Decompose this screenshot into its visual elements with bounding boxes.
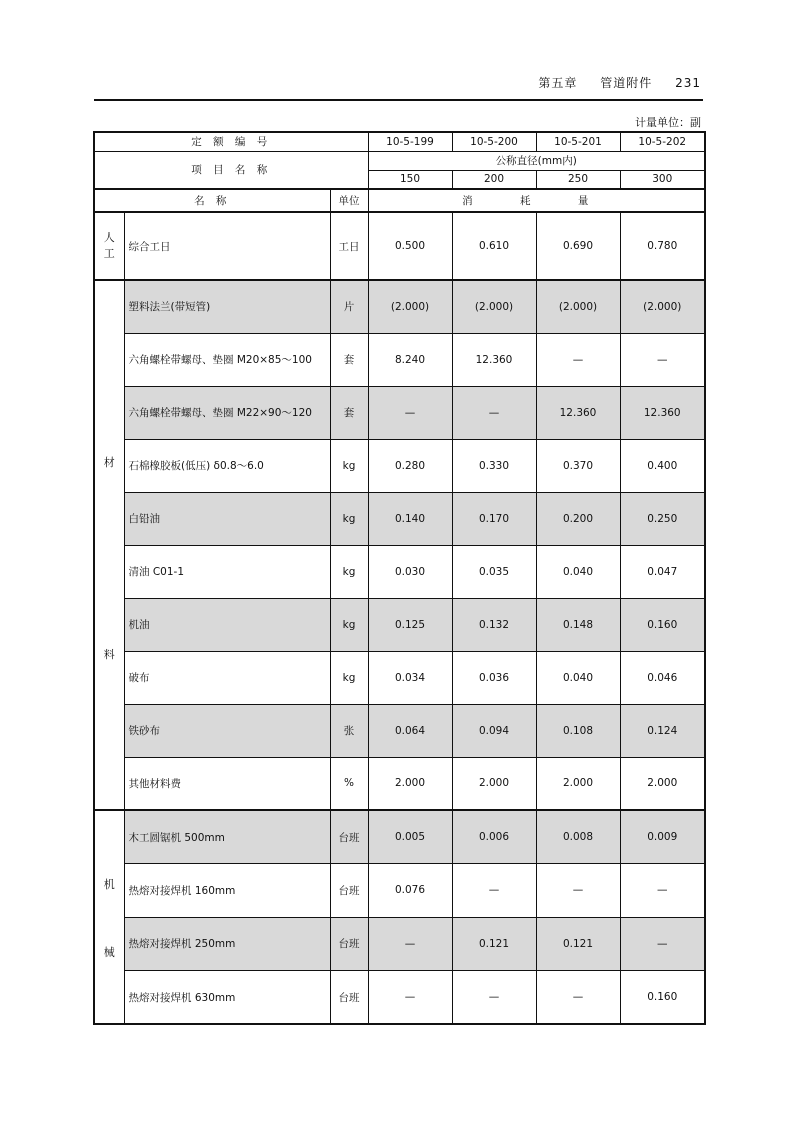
item-value: —	[536, 864, 620, 918]
nominal-row	[94, 151, 705, 170]
item-name: 木工圆锯机 500mm	[124, 810, 330, 864]
item-value: 0.008	[536, 810, 620, 864]
item-value: —	[368, 971, 452, 1025]
item-name: 热熔对接焊机 630mm	[124, 971, 330, 1025]
item-value: —	[620, 917, 705, 971]
item-value: 2.000	[620, 757, 705, 810]
item-unit: 台班	[330, 917, 368, 971]
item-name: 综合工日	[124, 212, 330, 280]
item-unit: 台班	[330, 971, 368, 1025]
item-value: 8.240	[368, 333, 452, 386]
item-unit: kg	[330, 598, 368, 651]
group-label-material	[94, 280, 124, 810]
quota-label: 定 额 编 号	[94, 132, 368, 151]
material-char-2: 料	[103, 648, 115, 661]
table-row	[94, 545, 705, 598]
table-row	[94, 598, 705, 651]
item-unit: 台班	[330, 864, 368, 918]
item-unit: 工日	[330, 212, 368, 280]
table-row	[94, 386, 705, 439]
quota-code: 10-5-200	[452, 132, 536, 151]
quota-code: 10-5-201	[536, 132, 620, 151]
diameter: 150	[368, 170, 452, 189]
item-unit: kg	[330, 439, 368, 492]
machine-char-1: 机	[103, 878, 115, 891]
item-name: 清油 C01-1	[124, 545, 330, 598]
table-row	[94, 333, 705, 386]
table-row	[94, 492, 705, 545]
section-label: 管道附件	[600, 76, 653, 90]
item-unit: 片	[330, 280, 368, 333]
page-header	[520, 74, 701, 91]
item-value: (2.000)	[452, 280, 536, 333]
item-value: 0.140	[368, 492, 452, 545]
item-name: 六角螺栓带螺母、垫圈 M20×85～100	[124, 333, 330, 386]
item-unit: 张	[330, 704, 368, 757]
item-unit: kg	[330, 651, 368, 704]
item-value: 0.610	[452, 212, 536, 280]
item-unit: kg	[330, 545, 368, 598]
item-name: 铁砂布	[124, 704, 330, 757]
item-name: 石棉橡胶板(低压) δ0.8～6.0	[124, 439, 330, 492]
item-value: (2.000)	[620, 280, 705, 333]
header-rule	[94, 99, 703, 101]
item-value: 0.250	[620, 492, 705, 545]
item-unit: %	[330, 757, 368, 810]
item-value: 0.370	[536, 439, 620, 492]
table-row	[94, 651, 705, 704]
item-value: 0.064	[368, 704, 452, 757]
item-value: 0.034	[368, 651, 452, 704]
item-value: 0.125	[368, 598, 452, 651]
item-value: 12.360	[536, 386, 620, 439]
item-value: 0.047	[620, 545, 705, 598]
item-value: 0.170	[452, 492, 536, 545]
item-value: 0.005	[368, 810, 452, 864]
item-name: 机油	[124, 598, 330, 651]
item-unit: 台班	[330, 810, 368, 864]
table-row	[94, 704, 705, 757]
item-value: 0.094	[452, 704, 536, 757]
item-value: —	[536, 971, 620, 1025]
table-row	[94, 917, 705, 971]
item-name: 六角螺栓带螺母、垫圈 M22×90～120	[124, 386, 330, 439]
group-label-machine	[94, 810, 124, 1024]
item-value: 0.200	[536, 492, 620, 545]
item-value: 0.132	[452, 598, 536, 651]
item-name: 塑料法兰(带短管)	[124, 280, 330, 333]
item-value: —	[536, 333, 620, 386]
page-number: 231	[675, 76, 701, 90]
item-value: 0.148	[536, 598, 620, 651]
item-value: —	[452, 386, 536, 439]
table-row	[94, 212, 705, 280]
nominal-label: 公称直径(mm内)	[368, 151, 705, 170]
item-value: 2.000	[452, 757, 536, 810]
item-unit: 套	[330, 386, 368, 439]
item-value: 0.500	[368, 212, 452, 280]
table-row	[94, 810, 705, 864]
diameter: 200	[452, 170, 536, 189]
item-value: 2.000	[536, 757, 620, 810]
item-value: 12.360	[620, 386, 705, 439]
quota-code: 10-5-199	[368, 132, 452, 151]
item-value: 0.030	[368, 545, 452, 598]
table-row	[94, 971, 705, 1025]
item-name: 白铅油	[124, 492, 330, 545]
item-value: —	[452, 864, 536, 918]
quota-code: 10-5-202	[620, 132, 705, 151]
item-value: 0.124	[620, 704, 705, 757]
item-name: 破布	[124, 651, 330, 704]
item-value: 0.036	[452, 651, 536, 704]
machine-char-2: 械	[103, 946, 115, 959]
table-row	[94, 280, 705, 333]
item-value: 0.040	[536, 651, 620, 704]
item-value: 0.330	[452, 439, 536, 492]
item-value: 0.006	[452, 810, 536, 864]
item-value: 2.000	[368, 757, 452, 810]
quota-table	[93, 131, 706, 1025]
group-label-labor: 人 工	[94, 212, 124, 280]
item-value: —	[452, 971, 536, 1025]
item-value: 0.121	[452, 917, 536, 971]
material-char-1: 材	[103, 456, 115, 469]
col-name-header: 名 称	[94, 189, 330, 212]
item-value: 0.121	[536, 917, 620, 971]
item-name: 其他材料费	[124, 757, 330, 810]
item-unit: 套	[330, 333, 368, 386]
chapter-label: 第五章	[538, 76, 578, 90]
item-value: (2.000)	[368, 280, 452, 333]
item-value: 0.690	[536, 212, 620, 280]
project-label: 项 目 名 称	[94, 151, 368, 189]
col-consumption-header: 消 耗 量	[368, 189, 705, 212]
item-value: 0.160	[620, 598, 705, 651]
quota-code-row	[94, 132, 705, 151]
diameter: 250	[536, 170, 620, 189]
column-header-row	[94, 189, 705, 212]
table-row	[94, 864, 705, 918]
item-unit: kg	[330, 492, 368, 545]
item-value: —	[368, 917, 452, 971]
item-value: 0.280	[368, 439, 452, 492]
item-value: 0.040	[536, 545, 620, 598]
table-row	[94, 439, 705, 492]
item-value: (2.000)	[536, 280, 620, 333]
item-value: 0.400	[620, 439, 705, 492]
item-value: 12.360	[452, 333, 536, 386]
item-value: 0.035	[452, 545, 536, 598]
diameter: 300	[620, 170, 705, 189]
item-value: —	[620, 333, 705, 386]
item-value: 0.046	[620, 651, 705, 704]
item-name: 热熔对接焊机 160mm	[124, 864, 330, 918]
item-value: 0.160	[620, 971, 705, 1025]
table-row	[94, 757, 705, 810]
item-value: —	[368, 386, 452, 439]
item-value: 0.780	[620, 212, 705, 280]
item-value: 0.009	[620, 810, 705, 864]
item-name: 热熔对接焊机 250mm	[124, 917, 330, 971]
item-value: 0.076	[368, 864, 452, 918]
item-value: —	[620, 864, 705, 918]
col-unit-header: 单位	[330, 189, 368, 212]
unit-note: 计量单位：副	[635, 116, 701, 129]
item-value: 0.108	[536, 704, 620, 757]
